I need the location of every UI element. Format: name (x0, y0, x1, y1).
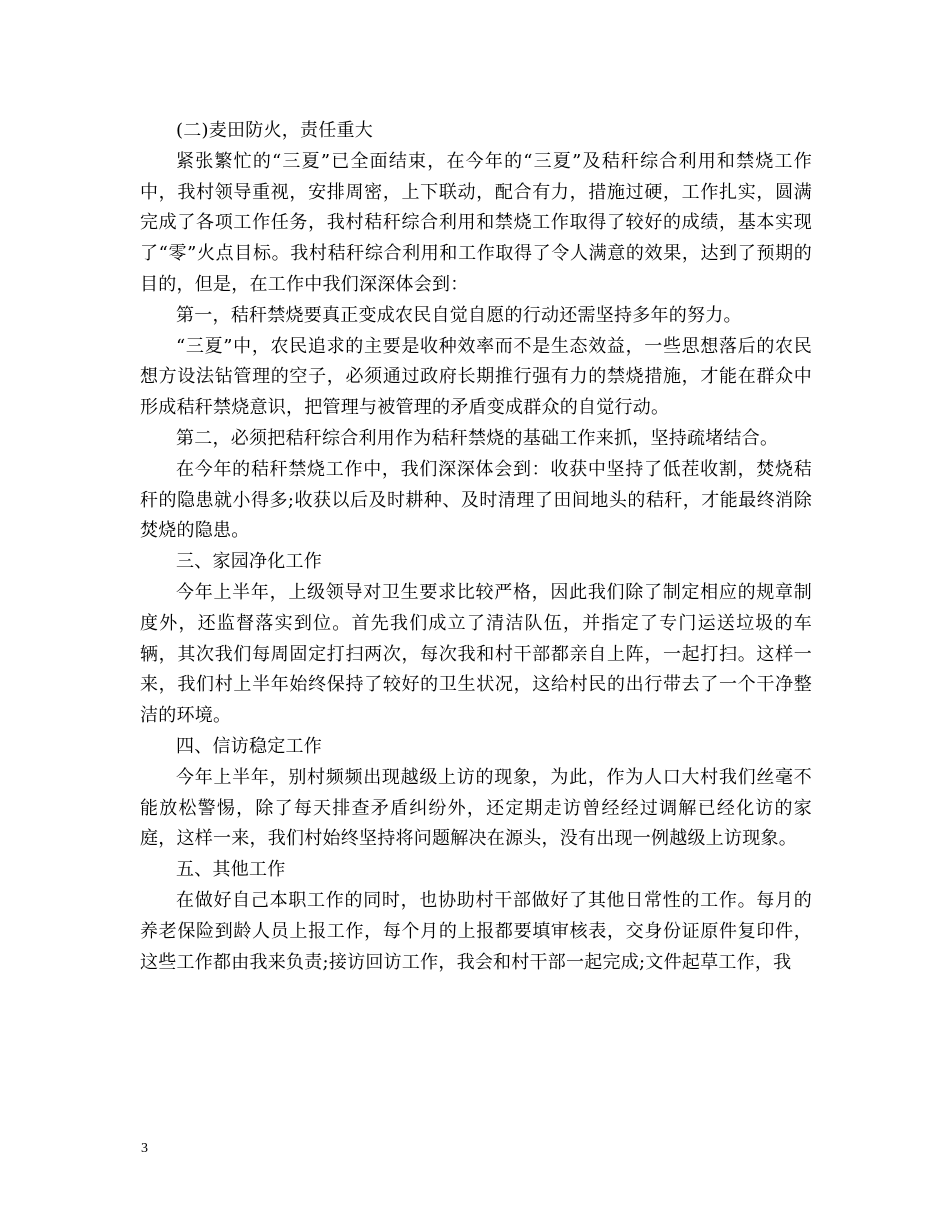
body-paragraph: 第二，必须把秸秆综合利用作为秸秆禁烧的基础工作来抓，坚持疏堵结合。 (176, 427, 779, 449)
section-heading-home-cleanup: 三、家园净化工作 (176, 551, 322, 573)
document-body (140, 116, 812, 978)
page-number: 3 (141, 1141, 148, 1156)
body-paragraph: 在做好自己本职工作的同时，也协助村干部做好了其他日常性的工作。每月的养老保险到龄人员上报工作，每个月的上报都要填审核表，交身份证原件复印件，这些工作都由我来负责;接访回访工作，我会和村干部一起完成;文件起草工作，我 (140, 889, 812, 973)
section-heading-other-work: 五、其他工作 (176, 859, 286, 881)
section-heading-petition-stability: 四、信访稳定工作 (176, 735, 322, 757)
body-paragraph: “三夏”中，农民追求的主要是收种效率而不是生态效益，一些思想落后的农民想方设法钻管理的空子，必须通过政府长期推行强有力的禁烧措施，才能在群众中形成秸秆禁烧意识，把管理与被管理的矛盾变成群众的自觉行动。 (140, 335, 812, 419)
body-paragraph: 今年上半年，别村频频出现越级上访的现象，为此，作为人口大村我们丝毫不能放松警惕，除了每天排查矛盾纠纷外，还定期走访曾经经过调解已经化访的家庭，这样一来，我们村始终坚持将问题解决在源头，没有出现一例越级上访现象。 (140, 766, 812, 850)
body-paragraph: 在今年的秸秆禁烧工作中，我们深深体会到：收获中坚持了低茬收割，焚烧秸秆的隐患就小得多;收获以后及时耕种、及时清理了田间地头的秸秆，才能最终消除焚烧的隐患。 (140, 458, 812, 542)
body-paragraph: 紧张繁忙的“三夏”已全面结束，在今年的“三夏”及秸秆综合利用和禁烧工作中，我村领导重视，安排周密，上下联动，配合有力，措施过硬，工作扎实，圆满完成了各项工作任务，我村秸秆综合利用和禁烧工作取得了较好的成绩，基本实现了“零”火点目标。我村秸秆综合利用和工作取得了令人满意的效果，达到了预期的目的，但是，在工作中我们深深体会到： (140, 150, 812, 295)
body-paragraph: 今年上半年，上级领导对卫生要求比较严格，因此我们除了制定相应的规章制度外，还监督落实到位。首先我们成立了清洁队伍，并指定了专门运送垃圾的车辆，其次我们每周固定打扫两次，每次我和村干部都亲自上阵，一起打扫。这样一来，我们村上半年始终保持了较好的卫生状况，这给村民的出行带去了一个干净整洁的环境。 (140, 581, 812, 727)
section-heading-wheat-fire: (二)麦田防火，责任重大 (176, 120, 374, 141)
body-paragraph: 第一，秸秆禁烧要真正变成农民自觉自愿的行动还需坚持多年的努力。 (176, 304, 742, 326)
